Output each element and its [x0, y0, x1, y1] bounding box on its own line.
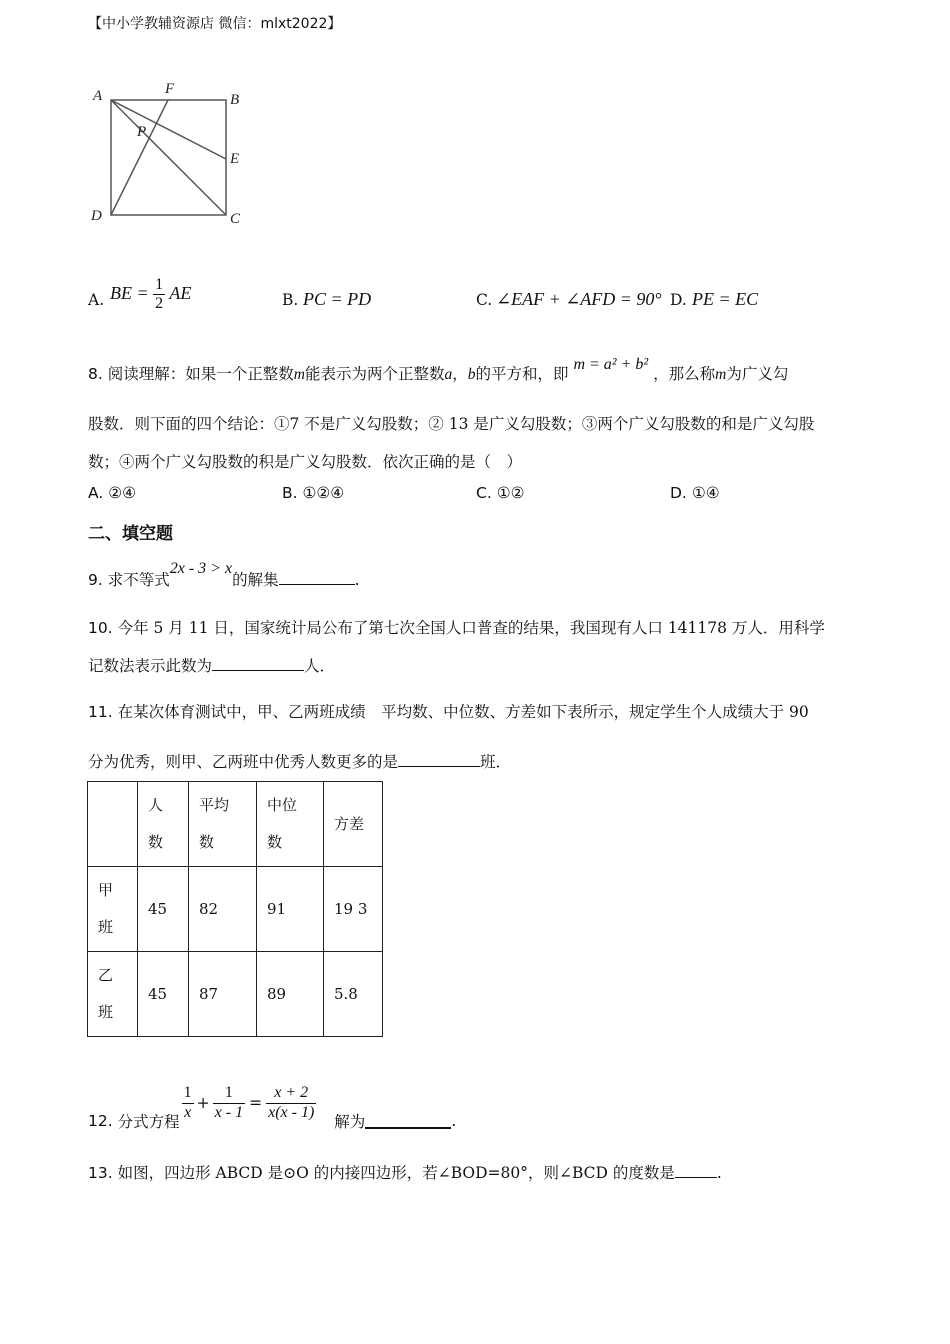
q9-post: 的解集	[232, 571, 279, 589]
q10-number: 10.	[88, 619, 113, 637]
table-header-cell-count: 人 数	[138, 782, 189, 867]
q8-line3: 数；④两个广义勾股数的积是广义勾股数．依次正确的是（ ）	[88, 453, 523, 471]
q12-fraction-2	[213, 1084, 245, 1122]
label-c: C	[230, 211, 241, 227]
q8-number: 8.	[88, 365, 103, 383]
segment-ae	[111, 100, 226, 159]
q7-option-c-label: C.	[476, 291, 493, 309]
q8-option-d	[670, 484, 720, 502]
q9-end: .	[354, 571, 360, 589]
table-row-label-yi: 乙 班	[88, 952, 138, 1037]
q11-line1	[88, 700, 809, 722]
q7-option-d-label: D.	[670, 291, 687, 309]
q7-a-numerator: 1	[153, 276, 165, 295]
page-header: 【中小学教辅资源店 微信：mlxt2022】	[88, 16, 342, 32]
q11-text-2a: 分为优秀，则甲、乙两班中优秀人数更多的是	[88, 753, 399, 771]
q12-f2-numerator: 1	[213, 1084, 245, 1103]
table-header-cell-empty	[88, 782, 138, 867]
q12-fraction-1	[182, 1084, 194, 1122]
q11-stats-table	[87, 781, 383, 1037]
q9-answer-blank[interactable]	[279, 570, 355, 585]
table-cell: 87	[189, 952, 257, 1037]
q12-answer-blank[interactable]	[365, 1113, 451, 1129]
q9-number: 9.	[88, 571, 103, 589]
q11-text-2b: 班．	[480, 753, 512, 771]
q8-line1	[88, 356, 789, 384]
table-header-cell-variance: 方差	[324, 782, 383, 867]
label-b: B	[230, 92, 240, 108]
q10-text-1: 今年 5 月 11 日，国家统计局公布了第七次全国人口普查的结果，我国现有人口 141178 万人．用科学	[117, 619, 825, 637]
q13-end: .	[716, 1164, 722, 1182]
q8-option-a	[88, 484, 136, 502]
q12-fraction-3	[266, 1084, 316, 1122]
q12	[88, 1074, 456, 1132]
table-cell: 19 3	[324, 867, 383, 952]
q10-line2	[88, 654, 335, 676]
q13-text: 如图，四边形 ABCD 是⊙O 的内接四边形，若∠BOD=80°，则∠BCD 的度数是	[117, 1164, 675, 1182]
q13-number: 13.	[88, 1164, 113, 1182]
q9-pre: 求不等式	[107, 571, 170, 589]
q11-number: 11.	[88, 703, 113, 721]
table-cell: 82	[189, 867, 257, 952]
table-header-row	[88, 782, 383, 867]
square-figure	[85, 78, 255, 233]
q8-text-1c: 的平方和，即	[475, 365, 569, 383]
q12-f3-numerator: x + 2	[266, 1084, 316, 1103]
q13	[88, 1161, 722, 1183]
q12-number: 12.	[88, 1112, 113, 1130]
table-header-cell-median: 中位 数	[257, 782, 324, 867]
table-cell: 45	[138, 867, 189, 952]
q7-option-a-math	[110, 276, 191, 314]
q8-var-b: b	[467, 366, 476, 383]
q7-a-denominator: 2	[155, 295, 164, 313]
segment-ac	[111, 100, 226, 215]
segment-df	[111, 100, 168, 215]
q7-a-fraction	[153, 276, 165, 314]
q13-answer-blank[interactable]	[675, 1163, 717, 1178]
q8-var-m2: m	[715, 366, 727, 383]
q8-var-a: a	[444, 366, 453, 383]
q7-option-b-label: B.	[282, 291, 299, 309]
table-cell: 89	[257, 952, 324, 1037]
q12-plus: +	[196, 1094, 210, 1112]
q7-option-c-math: ∠EAF + ∠AFD = 90°	[496, 289, 662, 309]
q8-option-c-text: ①②	[496, 484, 525, 502]
table-cell: 91	[257, 867, 324, 952]
q7-a-left: BE =	[110, 283, 149, 304]
q12-equals: =	[249, 1094, 263, 1112]
q10-line1	[88, 616, 825, 638]
table-cell: 45	[138, 952, 189, 1037]
q7-option-a-label: A.	[88, 291, 105, 309]
q8-var-m: m	[293, 366, 305, 383]
label-d: D	[91, 208, 102, 224]
q8-option-b	[282, 484, 344, 502]
q8-text-1a: 阅读理解：如果一个正整数	[107, 365, 294, 383]
q7-option-b-math: PC = PD	[303, 289, 372, 309]
table-row-label-jia: 甲 班	[88, 867, 138, 952]
q7-a-right: AE	[169, 283, 192, 304]
q12-f1-denominator: x	[184, 1103, 192, 1121]
q8-line2: 股数．则下面的四个结论：①7 不是广义勾股数；② 13 是广义勾股数；③两个广义勾股数的和是广义勾股	[88, 415, 815, 433]
table-row	[88, 952, 383, 1037]
table-row	[88, 867, 383, 952]
q9	[88, 560, 360, 590]
q10-text-2a: 记数法表示此数为	[88, 657, 213, 675]
q12-f1-numerator: 1	[182, 1084, 194, 1103]
q10-text-2b: 人．	[304, 657, 336, 675]
table-header-cell-mean: 平均 数	[189, 782, 257, 867]
q11-answer-blank[interactable]	[398, 752, 480, 767]
label-e: E	[230, 151, 240, 167]
q12-post: 解为	[334, 1113, 366, 1131]
q8-formula: m = a² + b²	[573, 356, 649, 373]
q11-line2	[88, 750, 511, 772]
q8-text-1e: 为广义勾	[726, 365, 789, 383]
q9-inequality: 2x - 3 > x	[169, 560, 233, 577]
q12-end: .	[451, 1112, 457, 1130]
label-a: A	[93, 88, 103, 104]
q11-text-1: 在某次体育测试中，甲、乙两班成绩 平均数、中位数、方差如下表所示，规定学生个人成绩大于 90	[117, 703, 809, 721]
q8-option-d-label: D.	[670, 484, 687, 502]
q8-option-b-text: ①②④	[302, 484, 345, 502]
table-cell: 5.8	[324, 952, 383, 1037]
label-f: F	[165, 81, 175, 97]
label-p: P	[137, 124, 147, 140]
q12-f2-denominator: x - 1	[214, 1103, 244, 1121]
q8-option-a-label: A.	[88, 484, 104, 502]
q12-pre: 分式方程	[117, 1113, 180, 1131]
q8-option-c-label: C.	[476, 484, 492, 502]
q8-option-b-label: B.	[282, 484, 298, 502]
q8-comma: ，	[452, 365, 468, 383]
q7-option-d-math: PE = EC	[692, 289, 759, 309]
section-title-fill-blank: 二、填空题	[88, 524, 173, 544]
q10-answer-blank[interactable]	[212, 656, 304, 671]
q12-f3-denominator: x(x - 1)	[268, 1103, 315, 1121]
q8-option-a-text: ②④	[108, 484, 136, 502]
q8-option-d-text: ①④	[691, 484, 720, 502]
q8-option-c	[476, 484, 524, 502]
q8-text-1b: 能表示为两个正整数	[304, 365, 445, 383]
q8-text-1d: ，那么称	[653, 365, 716, 383]
